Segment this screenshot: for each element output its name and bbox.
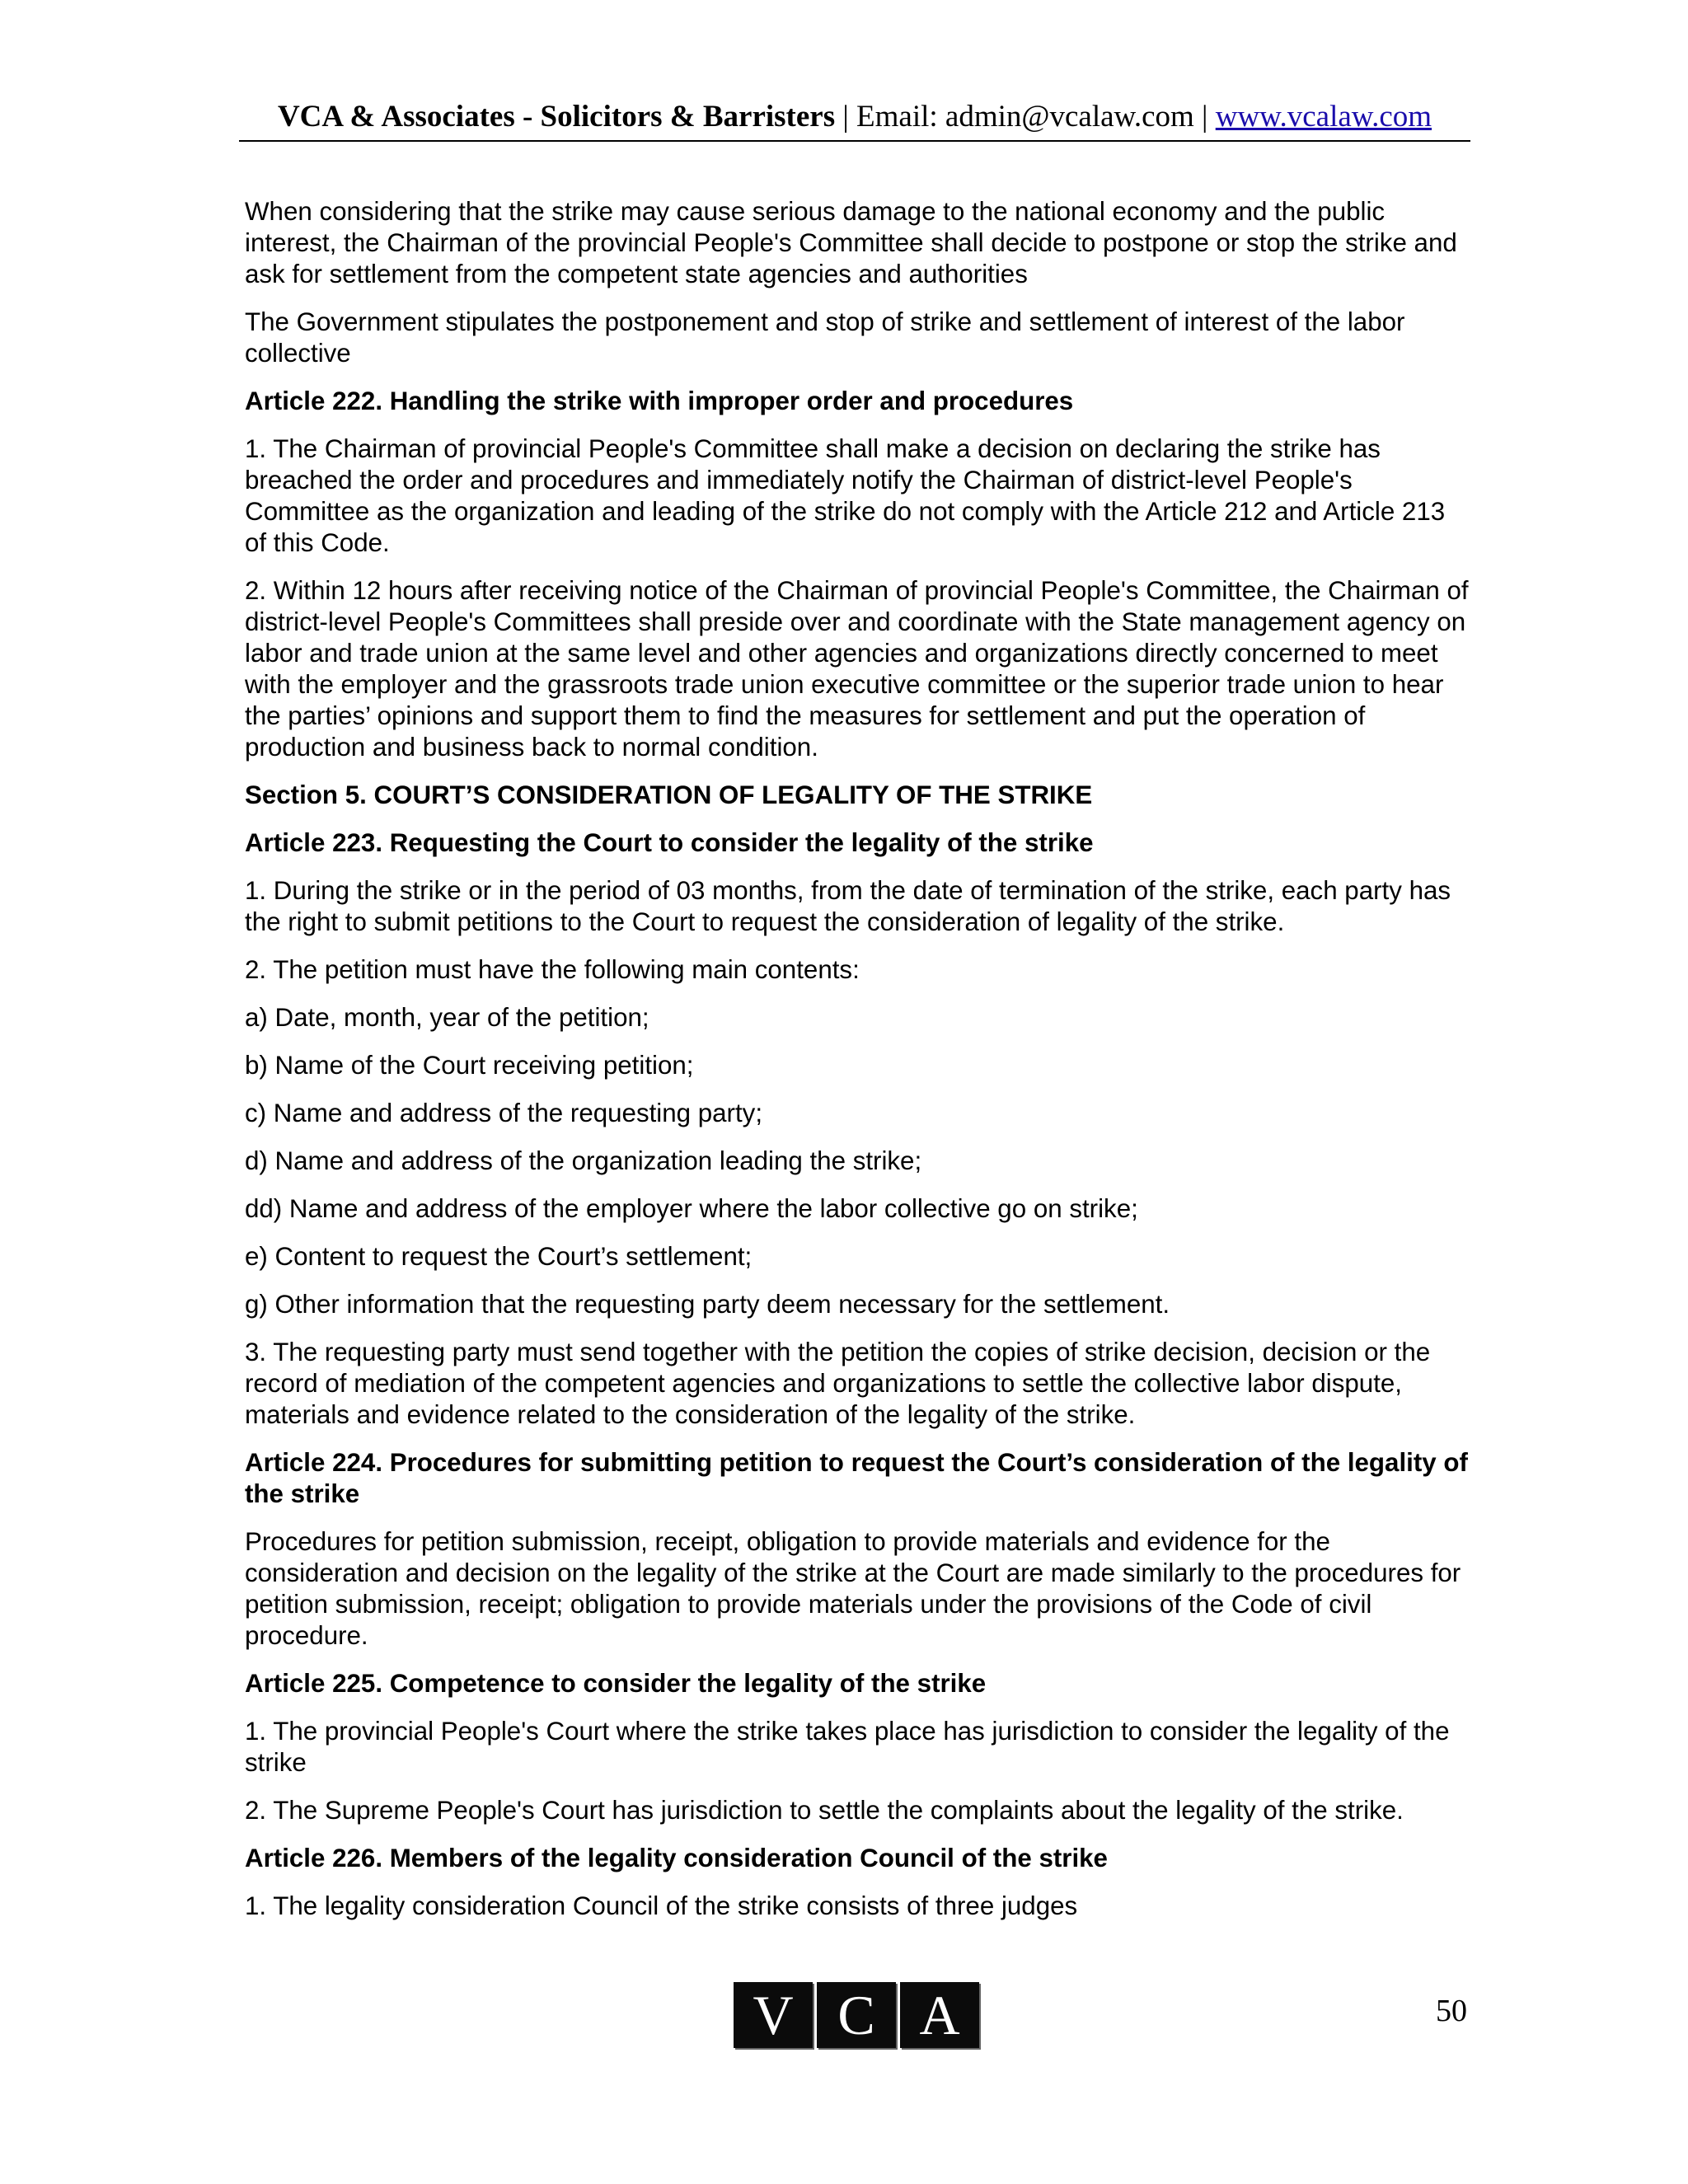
body-paragraph: 1. During the strike or in the period of 03 months, from the date of termination of the strike, each party has the right to submit petitions to the Court to request the consideration of legality of the strike. (245, 876, 1451, 936)
body-paragraph: g) Other information that the requesting party deem necessary for the settlement. (245, 1290, 1170, 1319)
section-heading: Article 222. Handling the strike with improper order and procedures (245, 387, 1074, 415)
body-paragraph: 1. The Chairman of provincial People's Committee shall make a decision on declaring the strike has breached the order and procedures and immediately notify the Chairman of district-level People's Committee as the organization and leading of the strike do not comply with the Article 212 and Article 213 of this Code. (245, 434, 1446, 557)
body-paragraph: Procedures for petition submission, receipt, obligation to provide materials and evidence for the consideration and decision on the legality of the strike at the Court are made similarly to the procedures for petition submission, receipt; obligation to provide materials under the provisions of the Code of civil procedure. (245, 1527, 1461, 1650)
body-paragraph: a) Date, month, year of the petition; (245, 1003, 649, 1032)
page-header (239, 97, 1470, 142)
section-heading: Article 225. Competence to consider the legality of the strike (245, 1669, 987, 1698)
body-paragraph: d) Name and address of the organization leading the strike; (245, 1146, 922, 1175)
body-paragraph: e) Content to request the Court’s settlement; (245, 1242, 753, 1271)
body-paragraph: 1. The provincial People's Court where the strike takes place has jurisdiction to consider the legality of the strike (245, 1717, 1450, 1777)
body-paragraph: b) Name of the Court receiving petition; (245, 1051, 694, 1080)
firm-name: VCA & Associates - Solicitors & Barristers (277, 100, 836, 134)
header-separator: | (835, 100, 857, 134)
body-paragraph: c) Name and address of the requesting party; (245, 1099, 763, 1127)
body-paragraph: 2. The Supreme People's Court has jurisdiction to settle the complaints about the legality of the strike. (245, 1796, 1404, 1825)
header-email: Email: admin@vcalaw.com (856, 100, 1194, 134)
header-separator: | (1193, 100, 1216, 134)
logo-letter: V (734, 1982, 813, 2048)
section-heading: Article 226. Members of the legality consideration Council of the strike (245, 1844, 1108, 1872)
body-paragraph: dd) Name and address of the employer where the labor collective go on strike; (245, 1194, 1138, 1223)
body-paragraph: The Government stipulates the postponement and stop of strike and settlement of interest of the labor collective (245, 307, 1405, 368)
body-paragraph: 3. The requesting party must send together with the petition the copies of strike decision, decision or the record of mediation of the competent agencies and organizations to settle the collective labor dispute, materials and evidence related to the consideration of the legality of the strike. (245, 1338, 1431, 1429)
document-body (245, 196, 1473, 1938)
section-heading: Article 223. Requesting the Court to consider the legality of the strike (245, 828, 1094, 857)
website-link[interactable]: www.vcalaw.com (1215, 100, 1432, 134)
logo-letter: C (817, 1982, 896, 2048)
body-paragraph: When considering that the strike may cause serious damage to the national economy and the public interest, the Chairman of the provincial People's Committee shall decide to postpone or stop the strike and ask for settlement from the competent state agencies and authorities (245, 197, 1457, 288)
logo-letter: A (900, 1982, 979, 2048)
page-number: 50 (1436, 1994, 1467, 2028)
vca-logo (734, 1982, 979, 2048)
body-paragraph: 2. The petition must have the following main contents: (245, 955, 860, 984)
body-paragraph: 2. Within 12 hours after receiving notice of the Chairman of provincial People's Committee, the Chairman of district-level People's Committees shall preside over and coordinate with the State management agency on labor and trade union at the same level and other agencies and organizations directly concerned to meet with the employer and the grassroots trade union executive committee or the superior trade union to hear the parties’ opinions and support them to find the measures for settlement and put the operation of production and business back to normal condition. (245, 576, 1469, 762)
body-paragraph: 1. The legality consideration Council of the strike consists of three judges (245, 1891, 1078, 1920)
section-heading: Section 5. COURT’S CONSIDERATION OF LEGALITY OF THE STRIKE (245, 780, 1093, 809)
section-heading: Article 224. Procedures for submitting petition to request the Court’s consideration of the legality of the strike (245, 1448, 1468, 1508)
